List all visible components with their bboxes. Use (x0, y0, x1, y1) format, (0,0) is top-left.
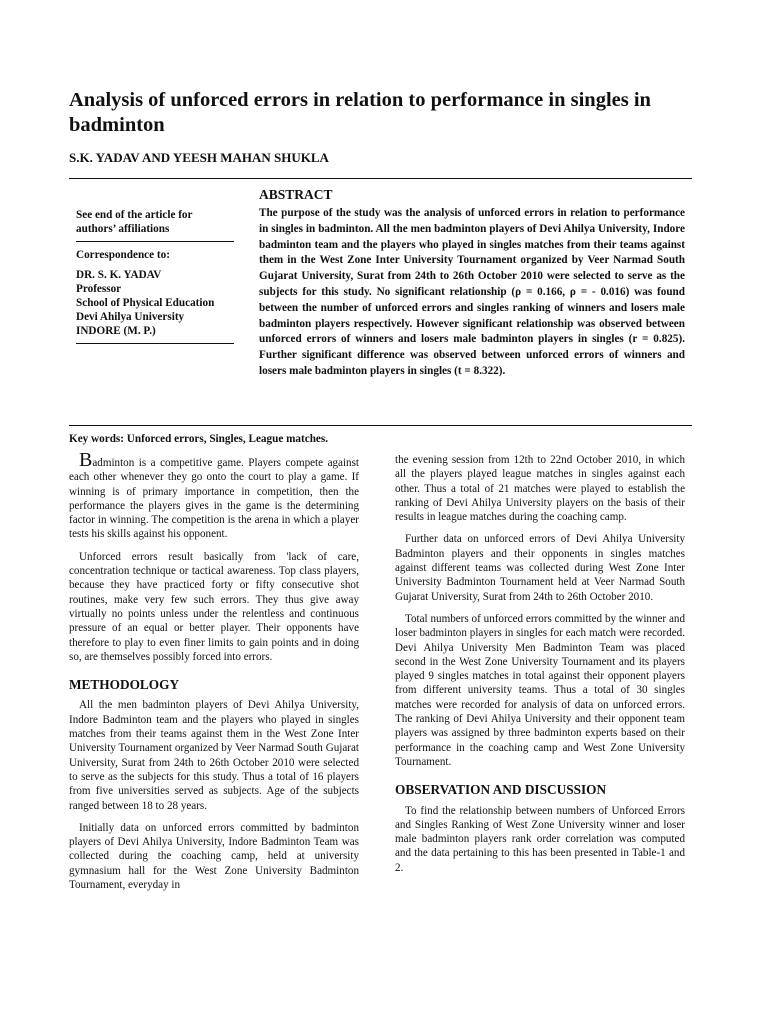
methodology-paragraph-2: Initially data on unforced errors committed by badminton players of Devi Ahilya University, Indore Badminton Team was collected during the coaching camp, held at university gymnasium hall for the West Zone University Badminton Tournament, everyday in (69, 821, 359, 892)
dropcap: B (79, 449, 93, 471)
abstract-divider (69, 425, 692, 426)
correspondence-department: School of Physical Education (76, 297, 215, 309)
methodology-paragraph-1: All the men badminton players of Devi Ahilya University, Indore Badminton team and the players who played in singles matches from their teams against them in the West Zone Inter University Tournament organized by Veer Narmad South Gujarat University, Surat from 24th to 26th October 2010 were selected to serve as the subjects for this study. Thus a total of 16 players from five universities served as subjects. Age of the subjects ranged between 18 to 28 years. (69, 699, 359, 812)
intro-paragraph-1 (69, 449, 359, 542)
header-divider (69, 178, 692, 179)
observation-heading: OBSERVATION AND DISCUSSION (395, 782, 607, 798)
correspondence-position: Professor (76, 283, 122, 295)
abstract-heading: ABSTRACT (259, 187, 333, 202)
article-authors: S.K. YADAV AND YEESH MAHAN SHUKLA (69, 150, 329, 165)
intro-paragraph-1-text: adminton is a competitive game. Players compete against each other whenever they go onto the court to play a game. If winning is of primary importance in competition, then the performance the players gives in the game is the determining factor in winning. The competition is the arena in which a player tests his skills against his opponent. (69, 457, 359, 541)
observation-paragraph-1: To find the relationship between numbers of Unforced Errors and Singles Ranking of West Zone University winner and loser male badminton players rank order correlation was computed and the data pertaining to this has been presented in Table-1 and 2. (395, 804, 685, 874)
affiliations-note: See end of the article for authors’ affiliations (76, 209, 193, 235)
correspondence-university: Devi Ahilya University (76, 311, 185, 323)
article-title: Analysis of unforced errors in relation to performance in singles in badminton (69, 89, 651, 136)
sidebar-divider-bottom (76, 343, 234, 344)
keywords: Key words: Unforced errors, Singles, League matches. (69, 433, 329, 445)
intro-paragraph-2: Unforced errors result basically from 'lack of care, concentration technique or tactical awareness. Top class players, because they have practiced forty or fifty consecutive shot routines, make very few such errors. They thus give away virtually no points unless under the relentless and continuous pressure of an equal or better player. Their opponents have therefore to play to even finer limits to gain points and in doing so, are themselves possibly forced into errors. (69, 550, 359, 663)
correspondence-city: INDORE (M. P.) (76, 325, 156, 337)
methodology-continued: the evening session from 12th to 22nd October 2010, in which all the players played league matches in singles against each other. Thus a total of 21 matches were played to establish the ranking of Devi Ahilya University players on the basis of their results in league matches during the coaching camp. (395, 454, 685, 524)
methodology-paragraph-3: Further data on unforced errors of Devi Ahilya University Badminton players and their opponents in singles matches against different teams was collected during West Zone Inter University Badminton Tournament held at Veer Narmad South Gujarat University, Surat from 24th to 26th October 2010. (395, 533, 685, 603)
sidebar (76, 208, 234, 350)
correspondence-name: DR. S. K. YADAV (76, 269, 162, 281)
correspondence-label: Correspondence to: (76, 249, 170, 261)
abstract-text: The purpose of the study was the analysis of unforced errors in relation to performance in singles in badminton. All the men badminton players of Devi Ahilya University, Indore badminton team and the players who played in singles matches from their teams against them in the West Zone Inter University Tournament organized by Veer Narmad South Gujarat University, Surat from 24th to 26th October 2010 were selected to serve as the subjects for this study. No significant relationship (ρ = 0.166, ρ = - 0.016) was found between the number of unforced errors and singles ranking of winners and losers male badminton players respectively. However significant relationship was observed between unforced errors of winners and losers male badminton players in singles (r = 0.825). Further significant difference was observed between unforced errors of winners and losers male badminton players in singles (t = 8.322). (259, 207, 685, 377)
body-column-left (69, 449, 359, 900)
methodology-heading: METHODOLOGY (69, 677, 180, 693)
body-column-right (395, 453, 685, 883)
sidebar-divider (76, 241, 234, 242)
methodology-paragraph-4: Total numbers of unforced errors committed by the winner and loser badminton players in singles for each match were recorded. Devi Ahilya University Men Badminton Team was placed second in the West Zone University Tournament and its players played 9 singles matches in total against their opponent players from different university teams. Thus a total of 30 singles matches were recorded for analysis of data on unforced errors. The ranking of Devi Ahilya University and their opponent team players was assigned by three badminton experts based on their performance in the coaching camp and West Zone University Tournament. (395, 612, 685, 768)
